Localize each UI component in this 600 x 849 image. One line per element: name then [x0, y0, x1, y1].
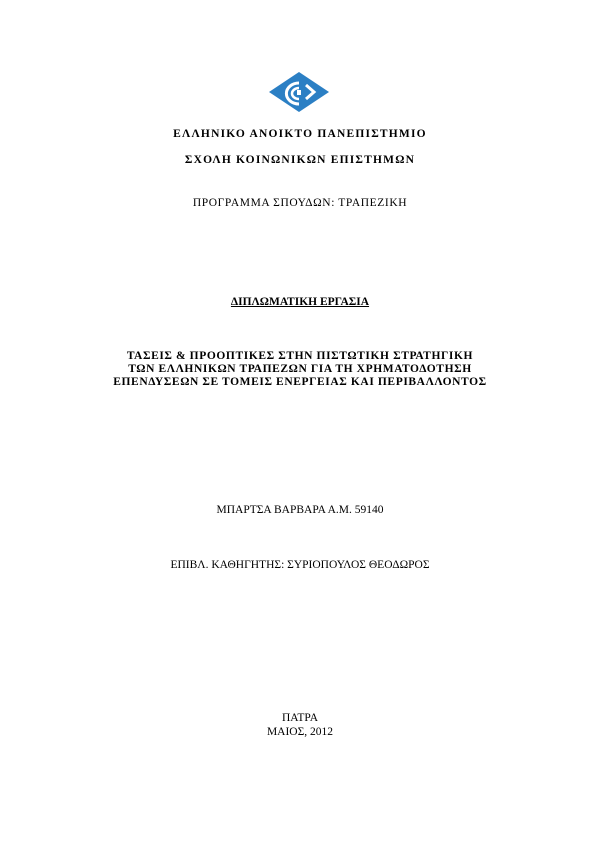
thesis-title-line: ΕΠΕΝΔΥΣΕΩΝ ΣΕ ΤΟΜΕΙΣ ΕΝΕΡΓΕΙΑΣ ΚΑΙ ΠΕΡΙΒΑΛΛΟΝΤΟΣ: [113, 376, 487, 388]
city: ΠΑΤΡΑ: [281, 712, 319, 724]
supervisor-name: ΕΠΙΒΛ. ΚΑΘΗΓΗΤΗΣ: ΣΥΡΙΟΠΟΥΛΟΣ ΘΕΟΔΩΡΟΣ: [170, 559, 430, 571]
university-name: ΕΛΛΗΝΙΚΟ ΑΝΟΙΚΤΟ ΠΑΝΕΠΙΣΤΗΜΙΟ: [173, 128, 427, 140]
school-name: ΣΧΟΛΗ ΚΟΙΝΩΝΙΚΩΝ ΕΠΙΣΤΗΜΩΝ: [184, 154, 416, 166]
thesis-type: ΔΙΠΛΩΜΑΤΙΚΗ ΕΡΓΑΣΙΑ: [230, 296, 370, 308]
university-logo-icon: [268, 71, 330, 113]
author-name: ΜΠΑΡΤΣΑ ΒΑΡΒΑΡΑ Α.Μ. 59140: [216, 504, 384, 516]
thesis-title-line: ΤΩΝ ΕΛΛΗΝΙΚΩΝ ΤΡΑΠΕΖΩΝ ΓΙΑ ΤΗ ΧΡΗΜΑΤΟΔΟΤΗΣΗ: [128, 363, 472, 375]
date: ΜΑΙΟΣ, 2012: [266, 726, 334, 738]
program-name: ΠΡΟΓΡΑΜΜΑ ΣΠΟΥΔΩΝ: ΤΡΑΠΕΖΙΚΗ: [192, 197, 408, 209]
thesis-title-line: ΤΑΣΕΙΣ & ΠΡΟΟΠΤΙΚΕΣ ΣΤΗΝ ΠΙΣΤΩΤΙΚΗ ΣΤΡΑΤΗΓΙΚΗ: [126, 350, 474, 362]
